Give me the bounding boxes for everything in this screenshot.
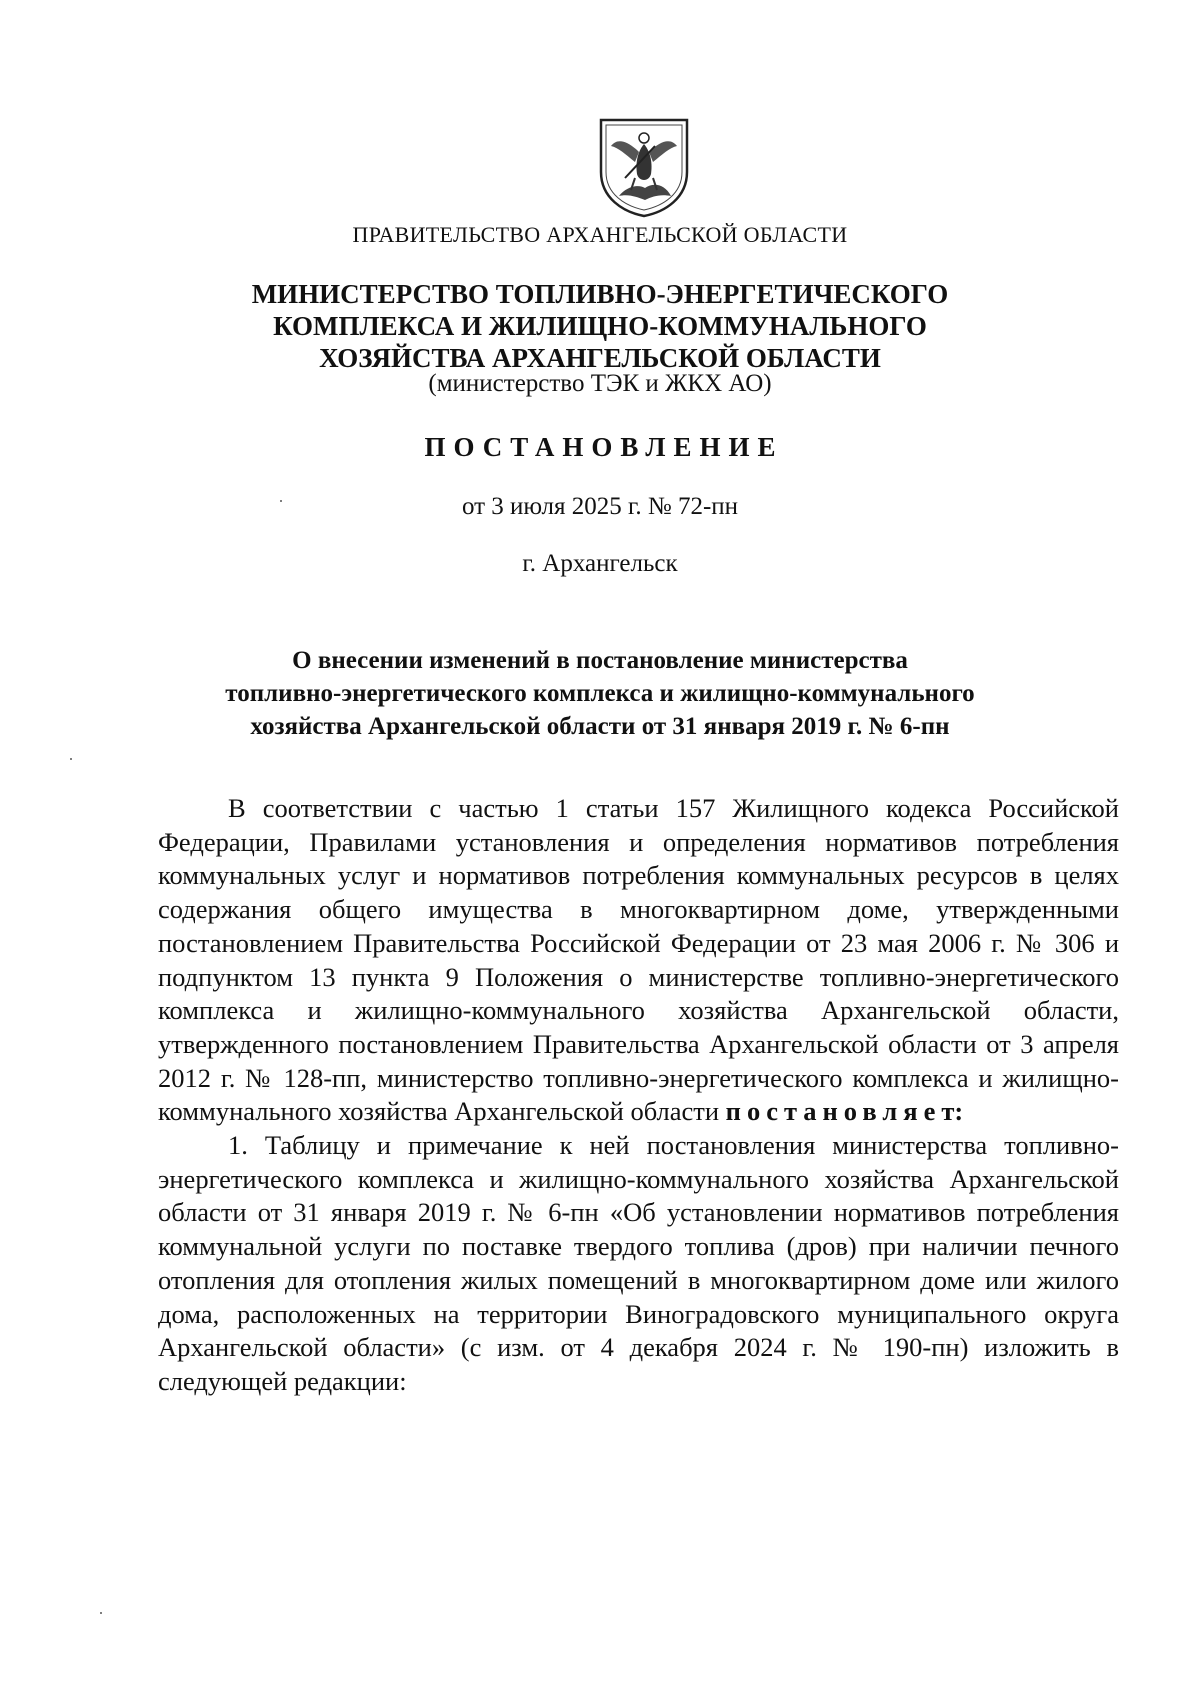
scan-speck xyxy=(100,1612,102,1614)
document-city: г. Архангельск xyxy=(522,550,678,577)
paragraph-preamble xyxy=(158,792,1119,1129)
preamble-text: В соответствии с частью 1 статьи 157 Жилищного кодекса Российской Федерации, Правилами установления и определения нормативов потребления коммунальных услуг и нормативов потребления коммунальных ресурсов в целях содержания общего имущества в многоквартирном доме, утвержденными постановлением Правительства Российской Федерации от 23 мая 2006 г. № 306 и подпунктом 13 пункта 9 Положения о министерстве топливно-энергетического комплекса и жилищно-коммунального хозяйства Архангельской области, утвержденного постановлением Правительства Архангельской области от 3 апреля 2012 г. № 128-пп, министерство топливно-энергетического комплекса и жилищно-коммунального хозяйства Архангельской области xyxy=(158,793,1119,1127)
ministry-short-name: (министерство ТЭК и ЖКХ АО) xyxy=(428,370,772,397)
scan-speck xyxy=(70,758,72,760)
ministry-name xyxy=(0,278,1200,374)
paragraph-item-1: 1. Таблицу и примечание к ней постановления министерства топливно-энергетического комплекса и жилищно-коммунального хозяйства Архангельской области от 31 января 2019 г. № 6-пн «Об установлении нормативов потребления коммунальной услуги по поставке твердого топлива (дров) при наличии печного отопления для отопления жилых помещений в многоквартирном доме или жилого дома, расположенных на территории Виноградовского муниципального округа Архангельской области» (с изм. от 4 декабря 2024 г. № 190-пн) изложить в следующей редакции: xyxy=(158,1130,1119,1396)
coat-of-arms-icon xyxy=(595,116,693,218)
document-type: ПОСТАНОВЛЕНИЕ xyxy=(424,432,784,462)
government-name: ПРАВИТЕЛЬСТВО АРХАНГЕЛЬСКОЙ ОБЛАСТИ xyxy=(352,222,848,247)
ministry-line-1: МИНИСТЕРСТВО ТОПЛИВНО-ЭНЕРГЕТИЧЕСКОГО xyxy=(251,279,949,309)
title-line-3: хозяйства Архангельской области от 31 января 2019 г. № 6-пн xyxy=(250,713,950,740)
operative-verb: постановляе xyxy=(725,1096,942,1127)
document-body xyxy=(158,792,1119,1399)
title-line-1: О внесении изменений в постановление министерства xyxy=(292,647,908,674)
ministry-line-3: ХОЗЯЙСТВА АРХАНГЕЛЬСКОЙ ОБЛАСТИ xyxy=(319,343,881,373)
title-line-2: топливно-энергетического комплекса и жилищно-коммунального xyxy=(225,680,975,707)
ministry-line-2: КОМПЛЕКСА И ЖИЛИЩНО-КОММУНАЛЬНОГО xyxy=(273,311,927,341)
operative-verb-tail: т: xyxy=(941,1096,964,1127)
document-title xyxy=(0,644,1200,743)
document-date-number: от 3 июля 2025 г. № 72-пн xyxy=(461,493,739,520)
scan-speck xyxy=(280,500,282,502)
